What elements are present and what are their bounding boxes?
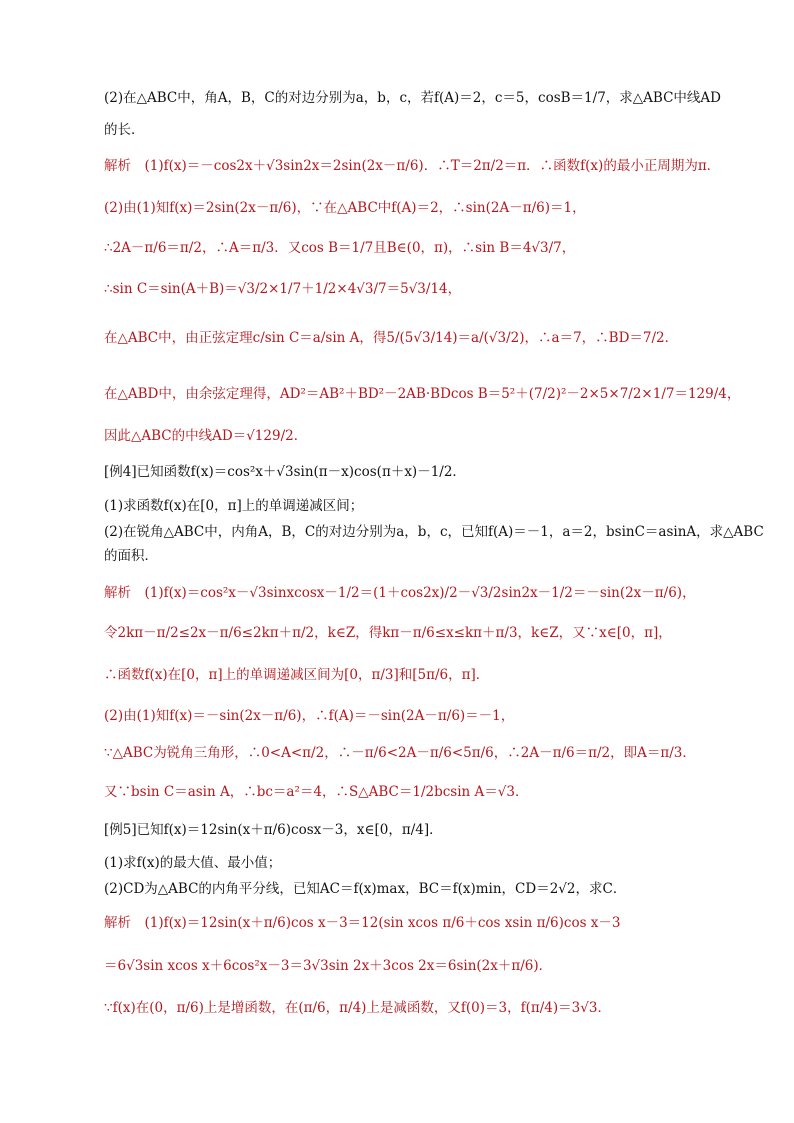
example-4-question-1: (1)求函数f(x)在[0，π]上的单调递减区间； <box>104 498 364 514</box>
solution-line: ＝6√3sin xcos x＋6cos²x－3＝3√3sin 2x＋3cos 2x＝6sin(2x＋π/6)． <box>104 958 553 974</box>
solution-line: ∵△ABC为锐角三角形，∴0<A<π/2，∴－π/6<2A－π/6<5π/6，∴2A－π/6＝π/2，即A＝π/3． <box>104 745 696 761</box>
solution-line: (2)由(1)知f(x)＝2sin(2x－π/6)，∵在△ABC中f(A)＝2，∴sin(2A－π/6)＝1， <box>104 200 586 216</box>
solution-line: ∵f(x)在(0，π/6)上是增函数，在(π/6，π/4)上是减函数，又f(0)＝3，f(π/4)＝3√3． <box>104 1000 611 1016</box>
solution-line: 解析 (1)f(x)＝12sin(x＋π/6)cos x－3＝12(sin xcos π/6＋cos xsin π/6)cos x－3 <box>104 915 621 931</box>
solution-line: 又∵bsin C＝asin A，∴bc＝a²＝4，∴S△ABC＝1/2bcsin A＝√3． <box>104 784 529 800</box>
solution-line: ∴函数f(x)在[0，π]上的单调递减区间为[0，π/3]和[5π/6，π]． <box>104 667 490 683</box>
problem-part-2: (2)在△ABC中，角A，B，C的对边分别为a，b，c，若f(A)＝2，c＝5，cosB＝1/7，求△ABC中线AD <box>104 90 721 106</box>
solution-line: 令2kπ－π/2≤2x－π/6≤2kπ＋π/2，k∈Z，得kπ－π/6≤x≤kπ＋π/3，k∈Z，又∵x∈[0，π]， <box>104 625 672 641</box>
example-5-title: [例5]已知f(x)＝12sin(x＋π/6)cosx－3，x∈[0，π/4]． <box>104 822 443 838</box>
example-5-question-2: (2)CD为△ABC的内角平分线，已知AC＝f(x)max，BC＝f(x)min，CD＝2√2，求C． <box>104 881 627 897</box>
solution-line: 因此△ABC的中线AD＝√129/2． <box>104 428 308 444</box>
solution-line: 解析 (1)f(x)＝cos²x－√3sinxcosx－1/2＝(1＋cos2x)/2－√3/2sin2x－1/2＝－sin(2x－π/6)， <box>104 585 696 601</box>
solution-line: (2)由(1)知f(x)＝－sin(2x－π/6)，∴f(A)＝－sin(2A－π/6)＝－1， <box>104 708 515 724</box>
solution-line: 在△ABD中，由余弦定理得，AD²＝AB²＋BD²－2AB·BDcos B＝5²＋(7/2)²－2×5×7/2×1/7＝129/4， <box>104 386 741 402</box>
problem-part-2-cont: 的长． <box>104 122 145 138</box>
solution-line: ∴2A－π/6＝π/2，∴A＝π/3．又cos B＝1/7且B∈(0，π)，∴sin B＝4√3/7， <box>104 240 576 256</box>
example-4-question-2: (2)在锐角△ABC中，内角A，B，C的对边分别为a，b，c，已知f(A)＝－1，a＝2，bsinC＝asinA，求△ABC <box>104 524 764 540</box>
example-4-title: [例4]已知函数f(x)＝cos²x＋√3sin(π－x)cos(π＋x)－1/2． <box>104 464 466 480</box>
solution-line: 在△ABC中，由正弦定理c/sin C＝a/sin A，得5/(5√3/14)＝a/(√3/2)，∴a＝7，∴BD＝7/2． <box>104 330 679 346</box>
solution-line: 解析 (1)f(x)＝－cos2x＋√3sin2x＝2sin(2x－π/6)．∴T＝2π/2＝π．∴函数f(x)的最小正周期为π． <box>104 158 721 174</box>
example-4-question-2-cont: 的面积． <box>104 548 158 564</box>
example-5-question-1: (1)求f(x)的最大值、最小值； <box>104 855 282 871</box>
solution-line: ∴sin C＝sin(A＋B)＝√3/2×1/7＋1/2×4√3/7＝5√3/14， <box>104 281 462 297</box>
